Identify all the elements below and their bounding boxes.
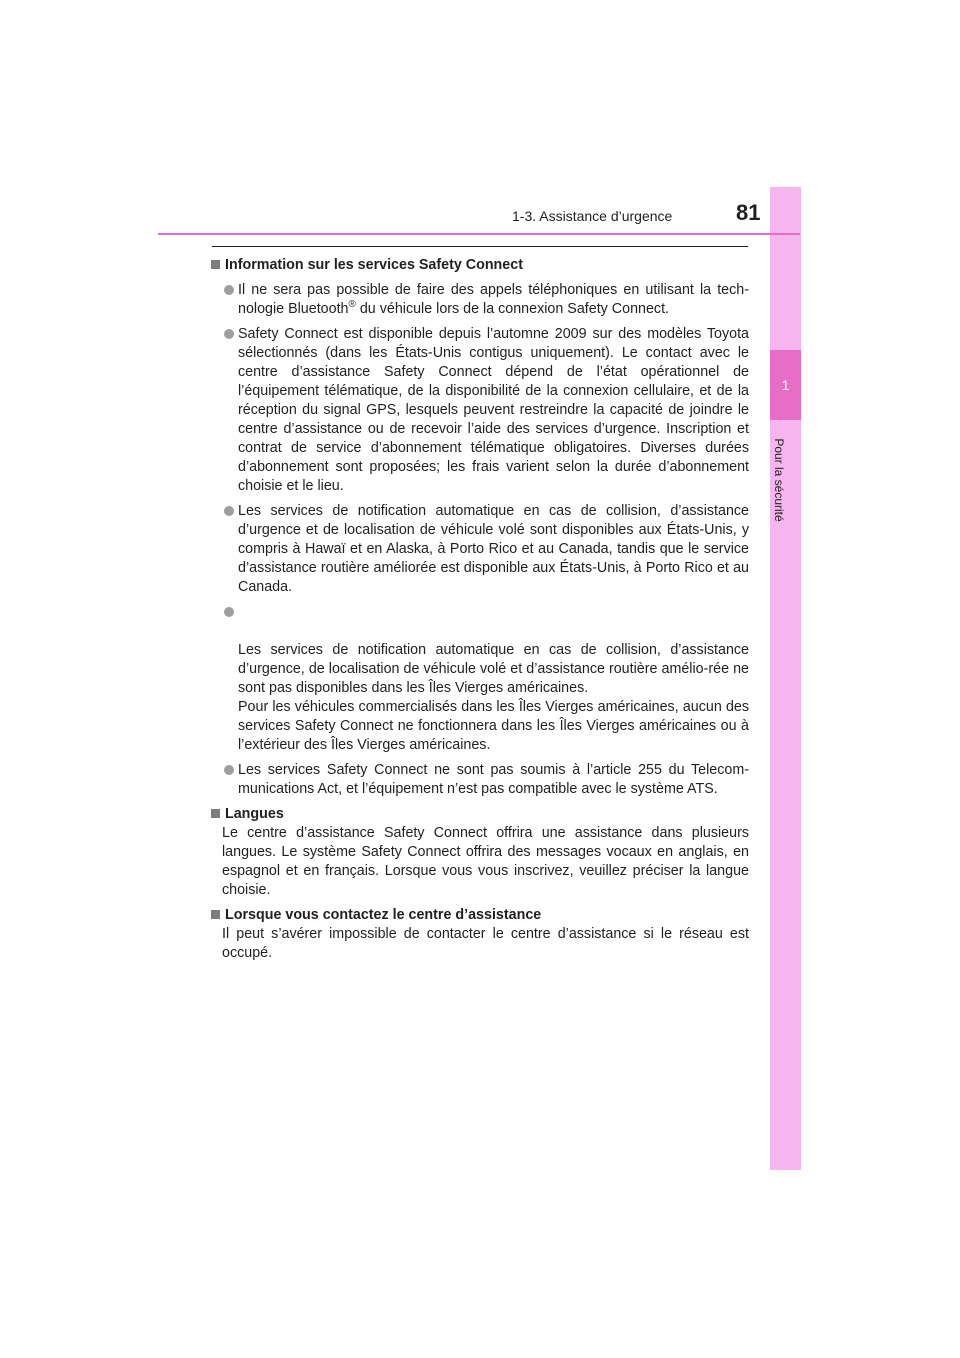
bullet-item xyxy=(208,502,749,597)
chapter-side-label: Pour la sécurité xyxy=(772,438,786,522)
bullet-text: Les services de notification automatique en cas de collision, d’assistance d’urgence, de localisation de véhicule volé et d’assistance routière amélio-rée ne sont pas disponibles dans les Îles Vierges américaines. Pour les véhicules commercialisés dans les Îles Vierges américaines, aucun des services Safety Connect ne fonctionnera dans les Îles Vierges américaines ou à l’extérieur des Îles Vierges américaines. xyxy=(238,642,749,753)
square-bullet-icon xyxy=(211,260,220,269)
header-divider xyxy=(158,233,800,235)
page-content xyxy=(208,256,749,963)
bullet-text: Il ne sera pas possible de faire des appels téléphoniques en utilisant la tech-nologie Bluetooth® du véhicule lors de la connexion Safety Connect. xyxy=(238,282,749,317)
round-bullet-icon xyxy=(224,285,234,295)
content-top-rule xyxy=(212,246,748,247)
chapter-number-tab: 1 xyxy=(770,350,801,420)
section-heading xyxy=(208,805,749,824)
bullet-item xyxy=(208,603,749,755)
square-bullet-icon xyxy=(211,910,220,919)
heading-text: Langues xyxy=(225,806,284,822)
heading-text: Lorsque vous contactez le centre d’assistance xyxy=(225,907,542,923)
section-heading xyxy=(208,906,749,925)
chapter-side-tab xyxy=(770,187,801,1170)
bullet-text: Safety Connect est disponible depuis l’automne 2009 sur des modèles Toyota sélectionnés (dans les États-Unis contigus uniquement). Le contact avec le centre d’assistance Safety Connect dépend de l’état opérationnel de l’équipement télématique, de la disponibilité de la connexion cellulaire, et de la réception du signal GPS, lesquels peuvent restreindre la capacité de joindre le centre d’assistance ou de recevoir l’aide des services d’urgence. Inscription et contrat de service d’abonnement télématique obligatoires. Diverses durées d’abonnement sont proposées; les frais varient selon la durée d’abonnement choisie et le lieu. xyxy=(238,326,749,494)
section-paragraph: Le centre d’assistance Safety Connect offrira une assistance dans plusieurs langues. Le système Safety Connect offrira des messages vocaux en anglais, en espagnol et en français. Lorsque vous vous inscrivez, veuillez préciser la langue choisie. xyxy=(222,825,749,898)
section-paragraph: Il peut s’avérer impossible de contacter le centre d’assistance si le réseau est occupé. xyxy=(222,926,749,961)
section-safety-connect-info xyxy=(208,256,749,799)
square-bullet-icon xyxy=(211,809,220,818)
bullet-text: Les services Safety Connect ne sont pas soumis à l’article 255 du Telecom-munications Act, et l’équipement n’est pas compatible avec le système ATS. xyxy=(238,762,749,797)
round-bullet-icon xyxy=(224,329,234,339)
round-bullet-icon xyxy=(224,506,234,516)
section-header: 1-3. Assistance d’urgence xyxy=(512,208,673,224)
bullet-item xyxy=(208,281,749,319)
section-contact-center xyxy=(208,906,749,963)
round-bullet-icon xyxy=(224,765,234,775)
section-heading xyxy=(208,256,749,275)
section-languages xyxy=(208,805,749,900)
heading-text: Information sur les services Safety Connect xyxy=(225,257,523,273)
bullet-item xyxy=(208,761,749,799)
bullet-item xyxy=(208,325,749,496)
page-number: 81 xyxy=(736,200,761,225)
bullet-text: Les services de notification automatique en cas de collision, d’assistance d’urgence et de localisation de véhicule volé sont disponibles aux États-Unis, y compris à Hawaï et en Alaska, à Porto Rico et au Canada, tandis que le service d’assistance routière améliorée est disponible aux États-Unis, à Porto Rico et au Canada. xyxy=(238,503,749,595)
round-bullet-icon xyxy=(224,607,234,617)
